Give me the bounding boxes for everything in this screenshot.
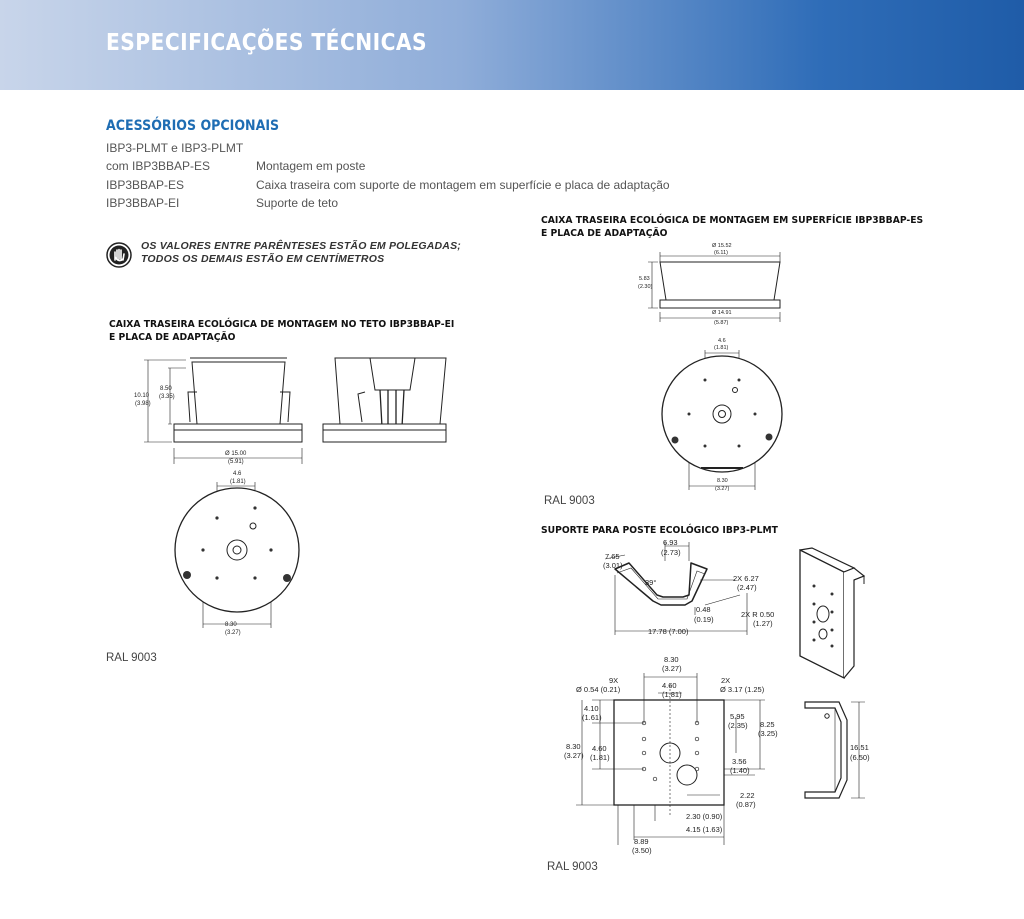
- dim-label: 3.56: [732, 757, 747, 766]
- dim-label: 4.6: [718, 338, 726, 344]
- accessory-desc: Caixa traseira com suporte de montagem em superfície e placa de adaptação: [256, 178, 670, 192]
- dim-label: (3.35): [159, 394, 175, 400]
- dim-label: 17.78 (7.00): [648, 627, 689, 636]
- dim-label: (3.27): [564, 751, 584, 760]
- pole-bracket-side-view-drawing: [795, 690, 880, 810]
- ceiling-mount-title: [109, 318, 454, 344]
- dim-label: (1.81): [714, 345, 729, 351]
- dim-label: (3.25): [758, 729, 778, 738]
- dim-label: 8.30: [225, 622, 237, 628]
- page-header: [0, 0, 1024, 90]
- ceiling-mount-title-line: E PLACA DE ADAPTAÇÃO: [109, 332, 236, 343]
- page-title: ESPECIFICAÇÕES TÉCNICAS: [106, 30, 428, 56]
- surface-mount-title: [541, 214, 923, 240]
- accessory-code: IBP3BBAP-EI: [106, 196, 180, 210]
- dim-label: (1.81): [230, 479, 246, 485]
- dim-label: 4.15 (1.63): [686, 825, 723, 834]
- dim-label: (6.11): [714, 250, 728, 256]
- pole-ral-label: RAL 9003: [547, 861, 598, 873]
- dim-label: Ø 3.17 (1.25): [720, 685, 765, 694]
- dim-label: Ø 15.00: [225, 451, 247, 457]
- dim-label: 4.6: [233, 471, 242, 477]
- dim-label: 8.30: [717, 478, 728, 484]
- dim-label: 2.30 (0.90): [686, 812, 723, 821]
- dim-label: (1.61): [582, 713, 602, 722]
- dim-label: Ø 0.54 (0.21): [576, 685, 621, 694]
- dim-label: (1.81): [662, 690, 682, 699]
- surface-top-view-drawing: [655, 334, 790, 494]
- dim-label: 9X: [609, 676, 619, 685]
- dim-label: (3.50): [632, 846, 652, 855]
- dim-label: (1.40): [730, 766, 750, 775]
- dim-label: (3.01): [603, 561, 623, 570]
- accessory-desc: Montagem em poste: [256, 159, 366, 173]
- dim-label: (3.98): [135, 401, 151, 407]
- dim-label: (1.81): [590, 753, 610, 762]
- ceiling-mount-title-line: CAIXA TRASEIRA ECOLÓGICA DE MONTAGEM NO TETO IBP3BBAP-EI: [109, 319, 455, 330]
- dim-label: (2.35): [728, 721, 748, 730]
- dim-label: 5.83: [639, 276, 650, 282]
- units-note-line: TODOS OS DEMAIS ESTÃO EM CENTÍMETROS: [141, 253, 385, 265]
- dim-label: Ø 14.91: [712, 310, 732, 316]
- dim-label: 4.60: [592, 744, 607, 753]
- dim-label: 39°: [645, 578, 657, 587]
- dim-label: 8.30: [566, 742, 581, 751]
- units-note-line: OS VALORES ENTRE PARÊNTESES ESTÃO EM POLEGADAS;: [141, 240, 461, 252]
- pole-mount-title: SUPORTE PARA POSTE ECOLÓGICO IBP3-PLMT: [541, 525, 778, 536]
- ceiling-side-views-drawing: [130, 352, 460, 480]
- dim-label: 0.48: [696, 605, 711, 614]
- surface-ral-label: RAL 9003: [544, 495, 595, 507]
- dim-label: (0.87): [736, 800, 756, 809]
- accessory-desc: Suporte de teto: [256, 196, 339, 210]
- dim-label: (3.27): [662, 664, 682, 673]
- surface-side-view-drawing: [630, 238, 810, 328]
- dim-label: (5.87): [714, 320, 729, 326]
- dim-label: (3.27): [225, 630, 241, 636]
- surface-mount-title-line: E PLACA DE ADAPTAÇÃO: [541, 228, 668, 239]
- dim-label: (3.27): [715, 486, 730, 492]
- dim-label: 2X: [721, 676, 731, 685]
- dim-label: (5.91): [228, 459, 244, 465]
- dim-label: 8.25: [760, 720, 775, 729]
- dim-label: 2X 6.27: [733, 574, 759, 583]
- dim-label: (0.19): [694, 615, 714, 624]
- dim-label: (2.47): [737, 583, 757, 592]
- dim-label: Ø 15.52: [712, 243, 732, 249]
- accessories-title: ACESSÓRIOS OPCIONAIS: [106, 118, 280, 134]
- accessory-code: IBP3BBAP-ES: [106, 178, 185, 192]
- ceiling-top-view-drawing: [165, 468, 310, 638]
- dim-label: 6.93: [663, 538, 678, 547]
- dim-label: (2.73): [661, 548, 681, 557]
- dim-label: (1.27): [753, 619, 773, 628]
- dim-label: 4.60: [662, 681, 677, 690]
- dim-label: 7.65: [605, 552, 620, 561]
- ceiling-ral-label: RAL 9003: [106, 652, 157, 664]
- surface-mount-title-line: CAIXA TRASEIRA ECOLÓGICA DE MONTAGEM EM SUPERFÍCIE IBP3BBAP-ES: [541, 215, 924, 226]
- dim-label: 10.10: [134, 393, 150, 399]
- accessory-code: IBP3-PLMT e IBP3-PLMT: [106, 141, 244, 155]
- pole-bracket-top-view-drawing: [575, 535, 815, 645]
- hand-stop-icon: [106, 242, 132, 268]
- accessory-code: com IBP3BBAP-ES: [106, 159, 211, 173]
- dim-label: 8.89: [634, 837, 649, 846]
- pole-bracket-3d-drawing: [792, 546, 872, 681]
- dim-label: 2X R 0.50: [741, 610, 775, 619]
- units-note: [141, 240, 461, 266]
- dim-label: (2.30): [638, 284, 653, 290]
- dim-label: 8.30: [664, 655, 679, 664]
- dim-label: 5.95: [730, 712, 745, 721]
- dim-label: (6.50): [850, 753, 870, 762]
- dim-label: 2.22: [740, 791, 755, 800]
- pole-bracket-front-view-drawing: [560, 655, 778, 857]
- dim-label: 8.50: [160, 386, 172, 392]
- dim-label: 16.51: [850, 743, 869, 752]
- dim-label: 4.10: [584, 704, 599, 713]
